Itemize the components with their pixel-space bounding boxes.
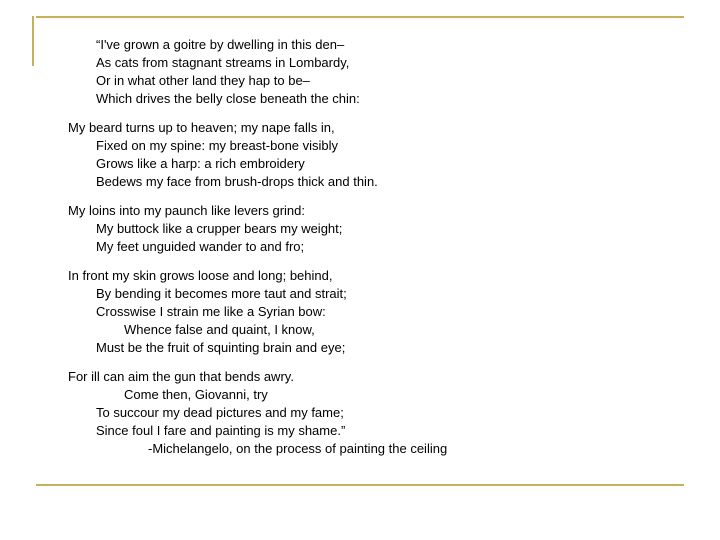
poem-line: My feet unguided wander to and fro; — [96, 239, 305, 254]
stanza-5 — [68, 368, 668, 458]
stanza-gap — [68, 108, 668, 119]
poem-line: By bending it becomes more taut and strait; — [96, 286, 347, 301]
poem-line: As cats from stagnant streams in Lombardy, — [96, 55, 350, 70]
poem-line: In front my skin grows loose and long; behind, — [68, 268, 333, 283]
poem-line: Fixed on my spine: my breast-bone visibly — [96, 138, 339, 153]
stanza-1 — [68, 36, 668, 108]
poem-line: My loins into my paunch like levers grind: — [68, 203, 305, 218]
bottom-decorative-rule — [36, 484, 684, 486]
poem-line: Or in what other land they hap to be– — [96, 73, 310, 88]
poem-line: My beard turns up to heaven; my nape falls in, — [68, 120, 335, 135]
poem-line: To succour my dead pictures and my fame; — [96, 405, 344, 420]
poem-line: For ill can aim the gun that bends awry. — [68, 369, 294, 384]
attribution: -Michelangelo, on the process of painting the ceiling — [148, 441, 448, 456]
poem-line: Bedews my face from brush-drops thick and thin. — [96, 174, 378, 189]
stanza-gap — [68, 191, 668, 202]
stanza-2 — [68, 119, 668, 191]
poem-line: Grows like a harp: a rich embroidery — [96, 156, 305, 171]
poem-line: Come then, Giovanni, try — [124, 387, 268, 402]
stanza-gap — [68, 357, 668, 368]
poem-line: Whence false and quaint, I know, — [124, 322, 315, 337]
poem-line: My buttock like a crupper bears my weight; — [96, 221, 343, 236]
poem-line: Since foul I fare and painting is my shame.” — [96, 423, 346, 438]
stanza-4 — [68, 267, 668, 357]
left-decorative-rule — [32, 16, 34, 66]
poem-line: Which drives the belly close beneath the chin: — [96, 91, 360, 106]
poem-line: Must be the fruit of squinting brain and eye; — [96, 340, 346, 355]
poem-text — [68, 36, 668, 458]
poem-line: Crosswise I strain me like a Syrian bow: — [96, 304, 326, 319]
poem-line: “I've grown a goitre by dwelling in this den– — [96, 37, 345, 52]
top-decorative-rule — [36, 16, 684, 18]
stanza-3 — [68, 202, 668, 256]
stanza-gap — [68, 256, 668, 267]
